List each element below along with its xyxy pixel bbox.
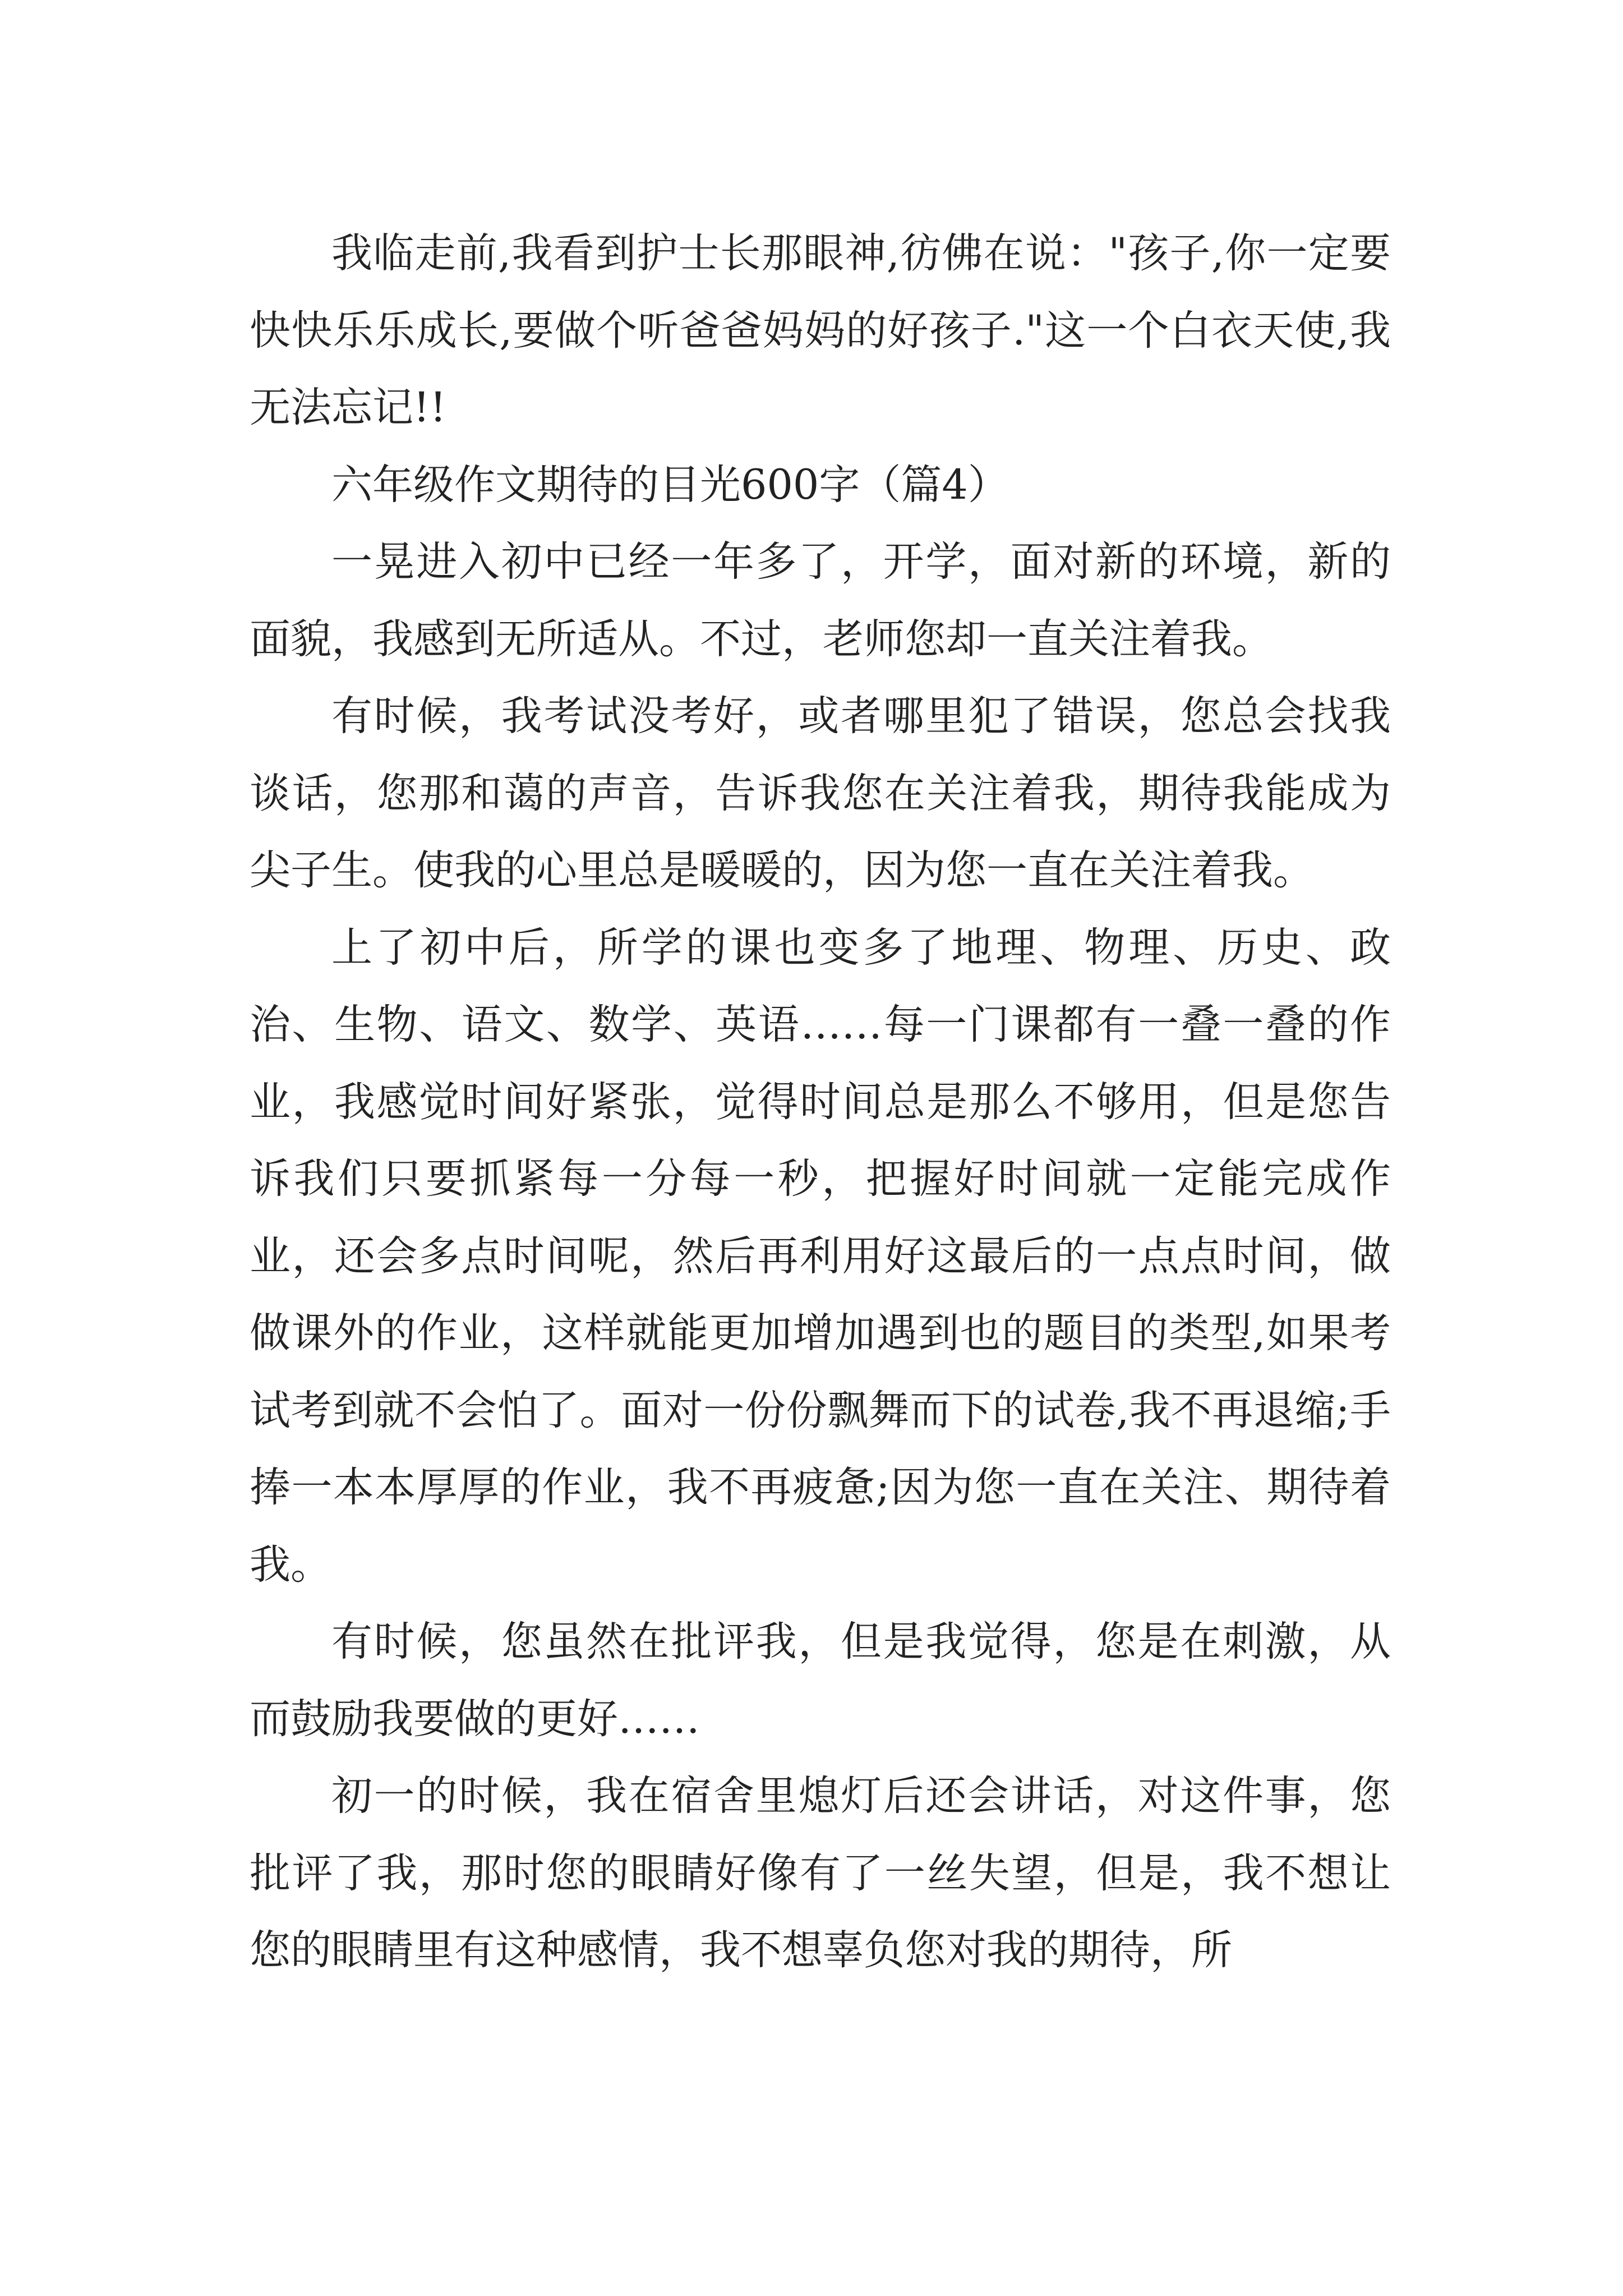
paragraph: 上了初中后，所学的课也变多了地理、物理、历史、政治、生物、语文、数学、英语……每一门课都有一叠一叠的作业，我感觉时间好紧张，觉得时间总是那么不够用，但是您告诉我们只要抓紧每一分每一秒，把握好时间就一定能完成作业，还会多点时间呢，然后再利用好这最后的一点点时间，做做课外的作业，这样就能更加增加遇到也的题目的类型,如果考试考到就不会怕了。面对一份份飘舞而下的试卷,我不再退缩;手捧一本本厚厚的作业，我不再疲惫;因为您一直在关注、期待着我。 xyxy=(250,923,1391,1589)
paragraph: 有时候，我考试没考好，或者哪里犯了错误，您总会找我谈话，您那和蔼的声音，告诉我您在关注着我，期待我能成为尖子生。使我的心里总是暖暖的，因为您一直在关注着我。 xyxy=(250,692,1391,894)
paragraph: 一晃进入初中已经一年多了，开学，面对新的环境，新的面貌，我感到无所适从。不过，老师您却一直关注着我。 xyxy=(250,538,1391,663)
paragraph: 有时候，您虽然在批评我，但是我觉得，您是在刺激，从而鼓励我要做的更好…… xyxy=(250,1618,1391,1743)
section-heading: 六年级作文期待的目光600字（篇4） xyxy=(331,461,1009,509)
document-body xyxy=(250,215,1391,1989)
paragraph: 初一的时候，我在宿舍里熄灯后还会讲话，对这件事，您批评了我，那时您的眼睛好像有了一丝失望，但是，我不想让您的眼睛里有这种感情，我不想辜负您对我的期待，所 xyxy=(250,1772,1391,1974)
paragraph: 我临走前,我看到护士长那眼神,彷佛在说："孩子,你一定要快快乐乐成长,要做个听爸爸妈妈的好孩子."这一个白衣天使,我无法忘记!! xyxy=(250,229,1391,431)
